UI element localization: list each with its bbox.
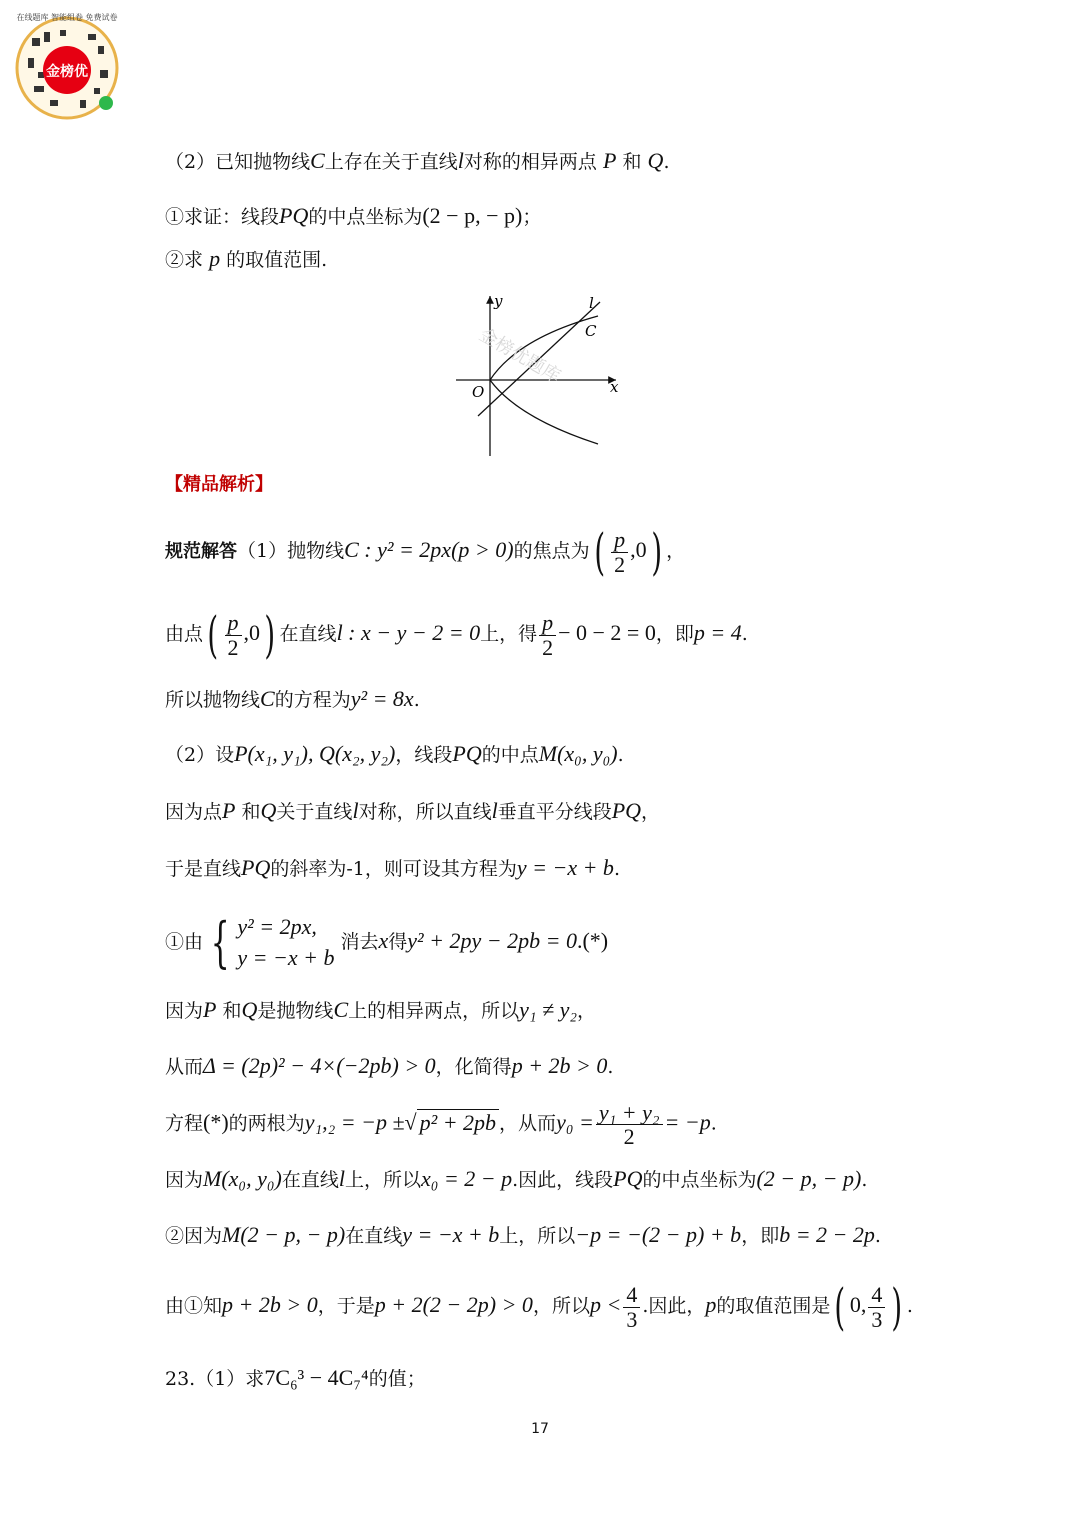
question-part2: （2）已知抛物线C上存在关于直线l对称的相异两点 P 和 Q. xyxy=(165,148,670,173)
logo-seal xyxy=(10,8,125,123)
analysis-heading: 【精品解析】 xyxy=(165,474,273,495)
solution-line-2: 由点( $\frac{p}{2}$ ,0) 在直线l : x − y − 2 = 0上，得 $\frac{p}{2}$ − 0 − 2 = 0，即p = 4. xyxy=(165,606,748,664)
solution-line-5: 因为点P 和Q关于直线l对称，所以直线l垂直平分线段PQ， xyxy=(165,798,661,823)
page-number: 17 xyxy=(531,1421,549,1437)
solution-line-12: ②因为M(2 − p, − p)在直线y = −x + b上，所以−p = −(2 − p) + b，即b = 2 − 2p. xyxy=(165,1222,881,1247)
solution-line-1: 规范解答（1）抛物线C : y² = 2px(p > 0)的焦点为( $\frac{p}{2}$ ,0) ， xyxy=(165,523,686,581)
sub-question-1: ①求证：线段PQ的中点坐标为(2 − p, − p)； xyxy=(165,203,542,228)
solution-line-4: （2）设P(x₁, y₁), Q(x₂, y₂)，线段PQ的中点M(x₀, y₀). xyxy=(165,741,624,766)
parabola-graph xyxy=(448,288,634,460)
solution-line-10: 方程(*)的两根为y₁,₂ = −p ±√ p² + 2pb ，从而y₀ = $\frac{\text{y₁ + y₂}}{2}$ = −p. xyxy=(165,1100,717,1150)
solution-line-13: 由①知p + 2b > 0，于是p + 2(2 − 2p) > 0，所以p < $\frac{4}{3}$ .因此，p的取值范围是( 0, $\frac{4}{3}$ ) . xyxy=(165,1278,913,1336)
sub-question-2: ②求 p 的取值范围. xyxy=(165,246,328,271)
svg-text:y: y xyxy=(494,292,503,310)
solution-line-6: 于是直线PQ的斜率为-1，则可设其方程为y = −x + b. xyxy=(165,855,620,880)
watermark: 金榜优题库 xyxy=(475,324,564,388)
svg-text:l: l xyxy=(589,294,594,312)
svg-text:在线题库 智能组卷 免费试卷: 在线题库 智能组卷 免费试卷 xyxy=(16,13,118,22)
logo-text: 金榜优 xyxy=(46,64,88,80)
solution-line-3: 所以抛物线C的方程为y² = 8x. xyxy=(165,686,420,711)
svg-text:C: C xyxy=(585,322,597,340)
solution-line-11: 因为M(x₀, y₀)在直线l上，所以x₀ = 2 − p.因此，线段PQ的中点坐标为(2 − p, − p). xyxy=(165,1166,868,1191)
solution-line-9: 从而Δ = (2p)² − 4×(−2pb) > 0，化简得p + 2b > 0. xyxy=(165,1053,614,1078)
svg-text:x: x xyxy=(610,378,619,396)
solution-line-7: ①由 { y² = 2px, y = −x + b 消去x得y² + 2py − 2pb = 0.(*) xyxy=(165,910,609,974)
solution-line-8: 因为P 和Q是抛物线C上的相异两点，所以y₁ ≠ y₂， xyxy=(165,997,597,1022)
question-23: 23.（1）求7C₆³ − 4C₇⁴的值； xyxy=(165,1365,426,1390)
svg-text:O: O xyxy=(472,383,485,401)
